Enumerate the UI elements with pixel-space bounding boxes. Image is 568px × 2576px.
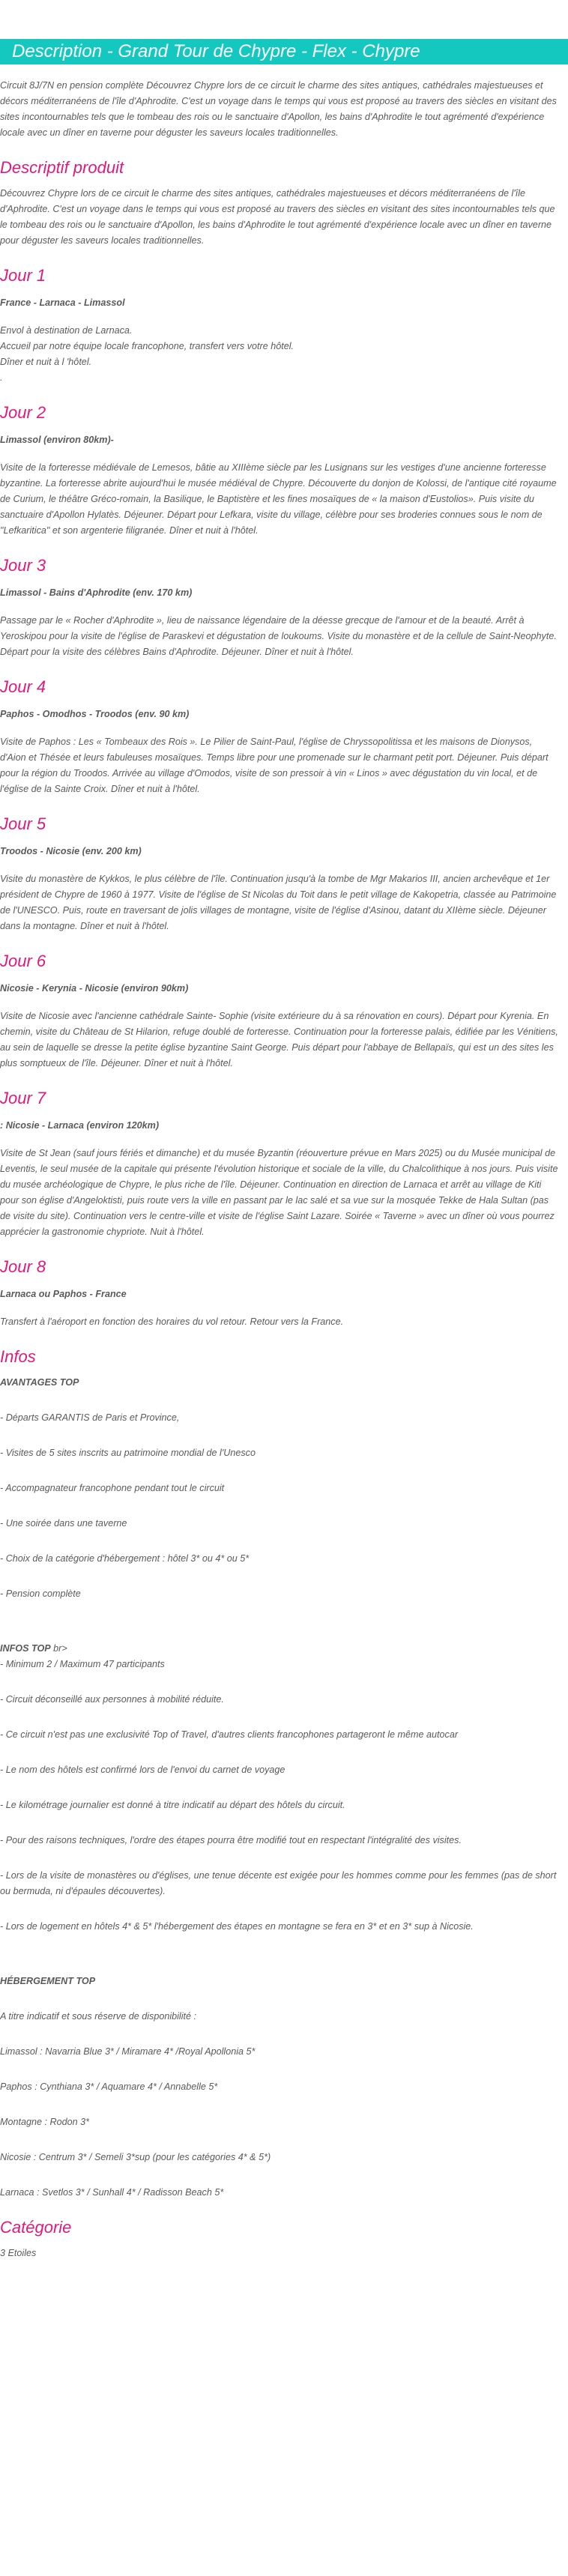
infos-top-item: - Pour des raisons techniques, l'ordre des étapes pourra être modifié tout en respectant l'intégralité des visites. <box>0 1835 462 1845</box>
categorie-heading: Catégorie <box>0 2218 72 2237</box>
intro-text: Circuit 8J/7N en pension complète Découvrez Chypre lors de ce circuit le charme des sites antiques, cathédrales majestueuses et décors méditerranéens de l'île d'Aphrodite. C'est un voyage dans le temps qui vous est proposé au travers des siècles en visitant des sites incontournables tels que le tombeau des rois ou le sanctuaire d'Apollon, les bains d'Aphrodite le tout agrémenté d'expérience locale avec un dîner en taverne pour déguster les saveurs locales traditionnelles. <box>0 80 557 138</box>
hebergement-item: Paphos : Cynthiana 3* / Aquamare 4* / Annabelle 5* <box>0 2081 218 2092</box>
day-heading: Jour 8 <box>0 1257 46 1276</box>
infos-top-suffix: br> <box>50 1643 67 1654</box>
day-text <box>0 871 559 934</box>
hebergement-item: A titre indicatif et sous réserve de disponibilité : <box>0 2011 197 2022</box>
day-subtitle: Limassol - Bains d'Aphrodite (env. 170 km) <box>0 587 193 598</box>
day-text <box>0 1146 559 1240</box>
day-subtitle: Troodos - Nicosie (env. 200 km) <box>0 846 142 856</box>
day-heading: Jour 3 <box>0 556 46 575</box>
infos-top-header <box>0 1641 559 1657</box>
day-line: Visite de la forteresse médiévale de Lemesos, bâtie au XIIIème siècle par les Lusignans sur les vestiges d'une ancienne forteresse byzantine. La forteresse abrite aujourd'hui le musée médiéval de Chypre. Découverte du donjon de Kolossi, de l'antique cité royaume de Curium, le théâtre Gréco-romain, la Basilique, le Baptistère et les fines mosaïques de « la maison d'Eustolios». Puis visite du sanctuaire d'Apollon Hylatès. Déjeuner. Départ pour Lefkara, visite du village, célèbre pour ses broderies connues sous le nom de "Lefkaritica" et son argenterie filigranée. Dîner et nuit à l'hôtel. <box>0 462 557 536</box>
spacer <box>0 1621 559 1641</box>
day-text <box>0 734 559 797</box>
day-subtitle: Nicosie - Kerynia - Nicosie (environ 90km) <box>0 983 189 994</box>
infos-top-item: - Lors de logement en hôtels 4* & 5* l'hébergement des étapes en montagne se fera en 3* et en 3* sup à Nicosie. <box>0 1921 474 1932</box>
day-heading: Jour 5 <box>0 814 46 833</box>
day-subtitle: France - Larnaca - Limassol <box>0 297 125 308</box>
avantage-item: - Pension complète <box>0 1588 81 1599</box>
page <box>0 39 568 2269</box>
day-line: . <box>0 372 3 383</box>
infos-top-item: - Le nom des hôtels est confirmé lors de l'envoi du carnet de voyage <box>0 1765 285 1775</box>
avantages-title: AVANTAGES TOP <box>0 1377 79 1388</box>
day-subtitle: : Nicosie - Larnaca (environ 120km) <box>0 1120 160 1131</box>
infos-top-item: - Minimum 2 / Maximum 47 participants <box>0 1659 165 1669</box>
day-subtitle: Limassol (environ 80km)- <box>0 435 114 445</box>
day-subtitle: Paphos - Omodhos - Troodos (env. 90 km) <box>0 709 190 719</box>
infos-block <box>0 1375 559 2201</box>
infos-top-item: - Le kilométrage journalier est donné à titre indicatif au départ des hôtels du circuit. <box>0 1800 345 1810</box>
day-heading: Jour 1 <box>0 266 46 285</box>
spacer <box>0 1954 559 1974</box>
descriptif-heading: Descriptif produit <box>0 158 124 177</box>
infos-top-item: - Lors de la visite de monastères ou d'églises, une tenue décente est exigée pour les hommes comme pour les femmes (pas de short ou bermuda, ni d'épaules découvertes). <box>0 1870 557 1896</box>
day-line: Visite de Paphos : Les « Tombeaux des Rois ». Le Pilier de Saint-Paul, l'église de Chryssopolitissa et les maisons de Dionysos, d'Aion et Thésée et leurs fabuleuses mosaïques. Temps libre pour une promenade sur le charmant petit port. Déjeuner. Puis départ pour la région du Troodos. Arrivée au village d'Omodos, visite de son pressoir à vin « Linos » avec dégustation du vin local, et de l'église de la Sainte Croix. Dîner et nuit à l'hôtel. <box>0 737 549 794</box>
day-text <box>0 1314 559 1330</box>
day-text <box>0 323 559 386</box>
day-text <box>0 1009 559 1071</box>
day-heading: Jour 6 <box>0 952 46 970</box>
infos-top-item: - Ce circuit n'est pas une exclusivité Top of Travel, d'autres clients francophones partageront le même autocar <box>0 1729 459 1740</box>
hebergement-item: Larnaca : Svetlos 3* / Sunhall 4* / Radisson Beach 5* <box>0 2187 224 2198</box>
day-line: Visite de St Jean (sauf jours fériés et dimanche) et du musée Byzantin (réouverture prévue en Mars 2025) ou du Musée municipal de Leventis, le seul musée de la capitale qui présente l'évolution historique et sociale de la ville, du Chalcolithique à nos jours. Puis visite du musée archéologique de Chypre, le plus riche de l'île. Déjeuner. Continuation en direction de Larnaca et arrêt au village de Kiti pour son église d'Angeloktisti, puis route vers la ville en passant par le lac salé et sa vue sur la mosquée Tekke de Hala Sultan (pas de visite du site). Continuation vers le centre-ville et visite de l'église Saint Lazare. Soirée « Taverne » avec un dîner où vous pourrez apprécier la gastronomie chypriote. Nuit à l'hôtel. <box>0 1148 558 1237</box>
day-line: Visite du monastère de Kykkos, le plus célèbre de l'île. Continuation jusqu'à la tombe de Mgr Makarios III, ancien archevêque et 1er président de Chypre de 1960 à 1977. Visite de l'église de St Nicolas du Toit dans le petit village de Kakopetria, classée au Patrimoine de l'UNESCO. Puis, route en traversant de jolis villages de montagne, visite de l'église d'Asinou, datant du XIIème siècle. Déjeuner dans la montagne. Dîner et nuit à l'hôtel. <box>0 874 557 931</box>
day-line: Accueil par notre équipe locale francophone, transfert vers votre hôtel. <box>0 341 294 351</box>
day-heading: Jour 2 <box>0 403 46 422</box>
hebergement-item: Nicosie : Centrum 3* / Semeli 3*sup (pour les catégories 4* & 5*) <box>0 2152 271 2162</box>
day-line: Transfert à l'aéroport en fonction des horaires du vol retour. Retour vers la France. <box>0 1316 344 1327</box>
hebergement-item: Limassol : Navarria Blue 3* / Miramare 4* /Royal Apollonia 5* <box>0 2046 256 2057</box>
categorie-value: 3 Etoiles <box>0 2248 37 2258</box>
infos-top-item: - Circuit déconseillé aux personnes à mobilité réduite. <box>0 1694 224 1705</box>
infos-top-title: INFOS TOP <box>0 1643 51 1654</box>
day-text <box>0 460 559 539</box>
content <box>0 78 568 2261</box>
avantage-item: - Départs GARANTIS de Paris et Province, <box>0 1412 180 1423</box>
day-subtitle: Larnaca ou Paphos - France <box>0 1289 127 1299</box>
descriptif-text: Découvrez Chypre lors de ce circuit le charme des sites antiques, cathédrales majestueuses et décors méditerranéens de l'île d'Aphrodite. C'est un voyage dans le temps qui vous est proposé au travers des siècles en visitant des sites incontournables tels que le tombeau des rois ou le sanctuaire d'Apollon, les bains d'Aphrodite le tout agrémenté d'expérience locale avec un dîner en taverne pour déguster les saveurs locales traditionnelles. <box>0 188 555 246</box>
avantage-item: - Visites de 5 sites inscrits au patrimoine mondial de l'Unesco <box>0 1448 256 1458</box>
infos-heading: Infos <box>0 1347 36 1366</box>
day-line: Passage par le « Rocher d'Aphrodite », lieu de naissance légendaire de la déesse grecque de l'amour et de la beauté. Arrêt à Yeroskipou pour la visite de l'église de Paraskevi et dégustation de loukoums. Visite du monastère et de la cellule de Saint-Neophyte. Départ pour la visite des célèbres Bains d'Aphrodite. Déjeuner. Dîner et nuit à l'hôtel. <box>0 615 557 657</box>
hebergement-title: HÉBERGEMENT TOP <box>0 1976 96 1986</box>
day-heading: Jour 7 <box>0 1089 46 1107</box>
day-line: Visite de Nicosie avec l'ancienne cathédrale Sainte- Sophie (visite extérieure du à sa rénovation en cours). Départ pour Kyrenia. En chemin, visite du Château de St Hilarion, refuge doublé de forteresse. Continuation pour la forteresse palais, édifiée par les Vénitiens, au sein de laquelle se dresse la petite église byzantine Saint George. Puis départ pour l'abbaye de Bellapaïs, qui est un des sites les plus somptueux de l'île. Déjeuner. Dîner et nuit à l'hôtel. <box>0 1011 558 1068</box>
day-heading: Jour 4 <box>0 677 46 696</box>
day-line: Envol à destination de Larnaca. <box>0 325 133 336</box>
avantage-item: - Une soirée dans une taverne <box>0 1518 127 1529</box>
day-line: Dîner et nuit à l 'hôtel. <box>0 357 92 367</box>
day-text <box>0 613 559 660</box>
hebergement-item: Montagne : Rodon 3* <box>0 2117 90 2127</box>
avantage-item: - Accompagnateur francophone pendant tout le circuit <box>0 1483 225 1493</box>
avantage-item: - Choix de la catégorie d'hébergement : hôtel 3* ou 4* ou 5* <box>0 1553 250 1564</box>
page-title: Description - Grand Tour de Chypre - Flex - Chypre <box>0 39 568 64</box>
